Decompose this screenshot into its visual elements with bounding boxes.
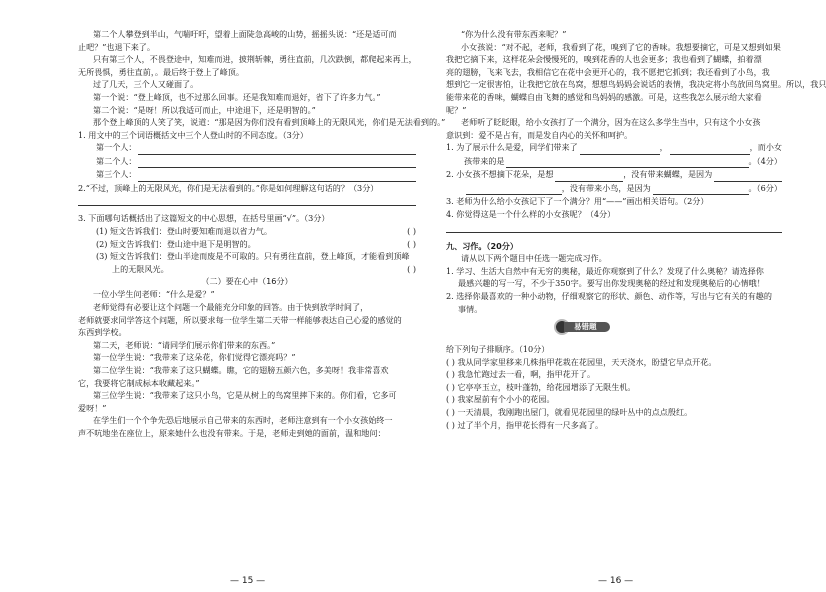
- question-2: 2.“不过，顶峰上的无限风光，你们是无法看到的。”你是如何理解这句话的？（3分）: [78, 182, 379, 193]
- story-line: 声不吭地坐在座位上，原来她什么也没有带来。于是，老师走到她的面前，温和地问：: [78, 427, 386, 438]
- story-line: 那个登上峰顶的人笑了笑，说道：“那是因为你们没有看到顶峰上的无限风光，你们是无法看到的。”: [93, 117, 446, 128]
- ordering-item[interactable]: ( ) 我急忙跑过去一看，啊，指甲花开了。: [446, 369, 596, 380]
- answer-row[interactable]: 第三个人：: [78, 168, 416, 182]
- story-line: “你为什么没有带东西来呢？”: [461, 29, 567, 39]
- question-3: 3. 下面哪句话概括出了这篇短文的中心思想，在括号里画“√”。（3分）: [78, 213, 330, 224]
- answer-blank[interactable]: [555, 171, 623, 182]
- story-line: 意识到：爱不是占有，而是发自内心的关怀和呵护。: [446, 129, 633, 140]
- answer-blank[interactable]: [506, 157, 748, 168]
- story-line: 第一个说：“登上峰顶，也不过那么回事。还是我知难而退好，省下了许多力气。”: [93, 91, 381, 102]
- section-intro: 请从以下两个题目中任选一题完成习作。: [461, 253, 607, 264]
- story-line: 老师就要求同学答这个问题，所以要求每一位学生第二天带一样能够表达自己心爱的感觉的: [78, 314, 402, 325]
- story-line: 能带来花的香味，蝴蝶自由飞舞的感觉和鸟妈妈的感激。可是，这些我怎么展示给大家看: [446, 91, 762, 102]
- question-1: 1. 为了展示什么是爱，同学们带来了 ， ，而小女: [446, 141, 782, 155]
- story-line: 止吧？”也退下来了。: [78, 41, 155, 52]
- answer-row[interactable]: 第一个人：: [78, 141, 416, 155]
- story-line: 小女孩说：“对不起，老师，我看到了花，嗅到了它的香味。我想要摘它，可是又想到如果: [461, 41, 781, 52]
- story-line: 爱呀！”: [78, 402, 107, 413]
- left-page: [78, 28, 446, 574]
- answer-bracket[interactable]: ( ): [407, 238, 416, 249]
- story-line: 第二天，老师说：“请同学们展示你们带来的东西。”: [93, 339, 276, 350]
- ordering-item[interactable]: ( ) 我从同学家里移来几株指甲花栽在花园里，天天浇水，盼望它早点开花。: [446, 356, 717, 367]
- answer-blank[interactable]: [670, 144, 750, 155]
- ordering-title: 给下列句子排顺序。（10分）: [446, 344, 550, 355]
- prompt-line: 事情。: [458, 303, 483, 314]
- story-line: 过了几天，三个人又碰面了。: [93, 79, 199, 90]
- right-page: “你为什么没有带东西来呢？” 小女孩说：“对不起，老师，我看到了花，嗅到了它的香味。我想要摘它，可是又想到如果 我把它摘下来，这样花朵会慢慢死的，嗅到花香的人也会更多；我也看到了蝴蝶，拍着漂 亮的翅膀，飞来飞去，我相信它在花中会更开心的，我不愿把它抓到；我还看到了小鸟，我 想到它一定很害怕，让我把它放在鸟窝，想想鸟妈妈会说话的表情，我决定将小鸟放回鸟窝里。所以，我只 能带来花的香味，蝴蝶自由飞舞的感觉和鸟妈妈的感激。可是，这些我怎么展示给大家看 呢？” 老师听了眨眨眼，给小女孩打了一个满分，因为在这么多学生当中，只有这个小女孩 意识到：爱不是占有，而是发自内心的关怀和呵护。 1. 为了展示什么是爱，同学们带来了 ， ，而小女 孩带来的是 。（4分） 2. 小女孩不想摘下花朵，是想 ，没有带来蝴蝶，是因为 ，没有带来小鸟，是因为 。（6分） 3. 老师为什么给小女孩记下了一个满分？用“——”画出相关语句。（2分） 4. 你觉得这是一个什么样的小女孩呢？（4分） 九、习作。（20分） 请从以下两个题目中任选一题完成习作。 1. 学习、生活大自然中有无穷的奥秘，最近你观察到了什么？发现了什么奥秘？请选择你 最感兴趣的写一写，不少于350字。要写出你发现奥秘的经过和发现奥秘后的心情哦！ 2. 选择你最喜欢的一种小动物，仔细观察它的形状、颜色、动作等，写出与它有关的有趣的 事情。 易错题 给下列句子排顺序。（10分） ( ) 我从同学家里移来几株指甲花栽在花园里，天天浇水，盼望它早点开花。 ( ) 我急忙跑过去一看，啊，指甲花开了。 ( ) 它亭亭玉立，枝叶蓬勃，给花园增添了无限生机。 ( ) 我家屋前有个小小的花园。 ( ) 一天清晨，我刚跑出屋门，就看见花园里的绿叶丛中的点点殷红。 ( ) 过了半个月，指甲花长得有一尺多高了。: [446, 29, 826, 430]
- page-number: — 16 —: [598, 576, 634, 586]
- answer-bracket[interactable]: ( ): [407, 226, 416, 237]
- story-line: 第二位学生说：“我带来了这只蝴蝶。瞧，它的翅膀五颜六色，多美呀！我非常喜欢: [93, 364, 389, 375]
- question-2-cont: ，没有带来小鸟，是因为 。（6分）: [446, 182, 782, 196]
- option-row: (3) 短文告诉我们：登山半途而废是不可取的。只有勇往直前，登上峰顶，才能看到顶峰: [96, 251, 410, 262]
- page-number: — 15 —: [230, 576, 266, 586]
- ordering-item[interactable]: ( ) 它亭亭玉立，枝叶蓬勃，给花园增添了无限生机。: [446, 381, 636, 392]
- question-1-cont: 孩带来的是 。（4分）: [446, 155, 782, 169]
- story-line: 想到它一定很害怕，让我把它放在鸟窝，想想鸟妈妈会说话的表情，我决定将小鸟放回鸟窝里。所以，我只: [446, 79, 826, 90]
- ordering-item[interactable]: ( ) 过了半个月，指甲花长得有一尺多高了。: [446, 419, 604, 430]
- answer-blank[interactable]: [580, 144, 660, 155]
- prompt-line: 1. 学习、生活大自然中有无穷的奥秘，最近你观察到了什么？发现了什么奥秘？请选择你: [446, 265, 764, 276]
- story-line: 第二个人攀登到半山，气喘吁吁，望着上面陡急高峻的山势，摇摇头说：“还是适可而: [93, 29, 397, 39]
- option-row: 上的无限风光。 ( ): [112, 263, 416, 274]
- story-line: 老师听了眨眨眼，给小女孩打了一个满分，因为在这么多学生当中，只有这个小女孩: [461, 117, 761, 128]
- story-line: 东西到学校。: [78, 327, 127, 338]
- story-line: 无所畏惧，勇往直前，。最后终于登上了峰顶。: [78, 66, 244, 77]
- story-line: 第三位学生说：“我带来了这只小鸟，它是从树上的鸟窝里摔下来的。你们看，它多可: [93, 390, 397, 401]
- story-line: 我把它摘下来，这样花朵会慢慢死的，嗅到花香的人也会更多；我也看到了蝴蝶，拍着漂: [446, 54, 762, 65]
- story-line: 只有第三个人，不畏登途中，知难而进，披荆斩棘，勇往直前，几次跌倒，都爬起来再上，: [93, 54, 417, 65]
- story-line: 亮的翅膀，飞来飞去，我相信它在花中会更开心的，我不愿把它抓到；我还看到了小鸟，我: [446, 66, 770, 77]
- story-line: 第二个说：“是呀！所以我适可而止，中途退下，还是明智的。”: [93, 104, 316, 115]
- answer-blank[interactable]: [466, 184, 562, 195]
- ordering-item[interactable]: ( ) 一天清晨，我刚跑出屋门，就看见花园里的绿叶丛中的点点殷红。: [446, 407, 693, 418]
- prompt-line: 2. 选择你最喜欢的一种小动物，仔细观察它的形状、颜色、动作等，写出与它有关的有趣的: [446, 290, 772, 301]
- question-4: 4. 你觉得这是一个什么样的小女孩呢？（4分）: [446, 208, 616, 219]
- answer-blank[interactable]: [653, 184, 749, 195]
- story-line: 呢？”: [446, 104, 467, 115]
- ordering-item[interactable]: ( ) 我家屋前有个小小的花园。: [446, 394, 555, 405]
- answer-bracket[interactable]: ( ): [407, 263, 416, 274]
- story-line: 它，我要将它制成标本收藏起来。”: [78, 377, 200, 388]
- answer-row[interactable]: 第二个人：: [78, 155, 416, 169]
- question-2: 2. 小女孩不想摘下花朵，是想 ，没有带来蝴蝶，是因为: [446, 168, 782, 182]
- question-1: 1. 用文中的三个词语概括文中三个人登山时的不同态度。（3分）: [78, 129, 308, 140]
- prompt-line: 最感兴趣的写一写，不少于350字。要写出你发现奥秘的经过和发现奥秘后的心情哦！: [458, 278, 765, 289]
- story-line: 一位小学生问老师：“什么是爱？”: [93, 289, 215, 300]
- option-row: (2) 短文告诉我们：登山途中退下是明智的。 ( ): [96, 238, 416, 249]
- question-3: 3. 老师为什么给小女孩记下了一个满分？用“——”画出相关语句。（2分）: [446, 196, 709, 207]
- section-title: 九、习作。（20分）: [446, 240, 518, 251]
- option-row: (1) 短文告诉我们：登山时要知难而退以省力气。 ( ): [96, 226, 416, 237]
- story-line: 老师觉得有必要让这个问题一个最能充分印象的回答。由于快到放学时间了，: [93, 302, 369, 312]
- answer-line[interactable]: [446, 221, 782, 233]
- answer-blank[interactable]: [714, 171, 782, 182]
- answer-line[interactable]: [78, 194, 416, 206]
- story-line: 第一位学生说：“我带来了这朵花，你们觉得它漂亮吗？”: [93, 352, 296, 363]
- section-title: （二）要在心中（16分）: [201, 276, 293, 287]
- story-line: 在学生们一个个争先恐后地展示自己带来的东西时，老师注意到有一个小女孩始终一: [93, 415, 393, 426]
